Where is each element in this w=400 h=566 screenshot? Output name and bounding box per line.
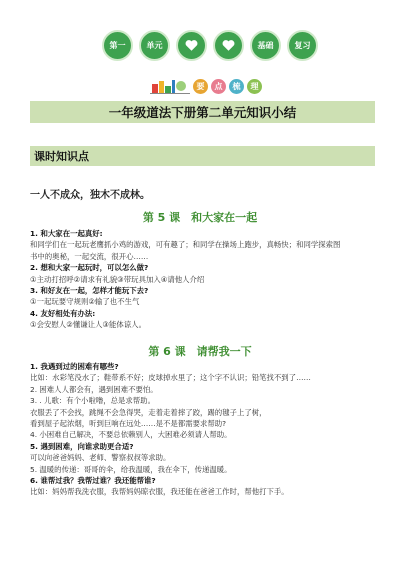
lesson-6-content [30, 361, 380, 498]
text-line: 4. 小困难自己解决，不要总依赖别人，大困难必须请人帮助。 [30, 430, 232, 440]
logo-tag: 梳 [229, 79, 244, 94]
text-line: 衣服丢了不会找，跳绳不会急得哭，走着走着摔了跤，踢的毽子上了树， [30, 407, 267, 417]
banner-heart-2 [213, 30, 244, 61]
text-line: 比如：妈妈帮我洗衣服，我帮妈妈晾衣服，我还能在爸爸工作时，帮他打下手。 [30, 487, 289, 497]
logo-tag: 要 [193, 79, 208, 94]
lesson-5-heading: 第 5 课 和大家在一起 [142, 211, 258, 224]
text-line: 5. 温暖的传递：哥哥的伞，给我温暖，我在伞下，传递温暖。 [30, 464, 232, 474]
logo-tag: 点 [211, 79, 226, 94]
books-pencil-icon [150, 78, 190, 94]
logo-tag: 理 [247, 79, 262, 94]
question-line: 1. 我遇到过的困难有哪些? [30, 362, 119, 371]
text-line: 比如：水彩笔没水了；鞋带系不好；皮球掉水里了；这个字不认识；铅笔找不到了…… [30, 373, 311, 383]
question-line: 2. 想和大家一起玩时，可以怎么做? [30, 263, 149, 273]
text-line: 和同学们在一起玩老鹰抓小鸡的游戏，可有趣了；和同学在操场上跑步，真畅快；和同学探索图 [30, 240, 341, 250]
section-heading: 课时知识点 [30, 146, 375, 166]
lesson-5-content [30, 228, 380, 331]
key-points-logo [150, 78, 262, 94]
text-line: 2. 困难人人都会有，遇到困难不要怕。 [30, 384, 158, 394]
question-line: 4. 友好相处有办法: [30, 308, 96, 318]
lesson-6-heading: 第 6 课 请帮我一下 [148, 345, 252, 358]
question-line: 6. 谁帮过我？我帮过谁？我还能帮谁? [30, 476, 156, 486]
heart-icon [221, 38, 236, 53]
motto: 一人不成众，独木不成林。 [30, 190, 150, 201]
text-line: 书中的奥秘，一起交流，很开心…… [30, 251, 149, 261]
banner-badge-2: 单元 [139, 30, 170, 61]
question-line: 5. 遇到困难，向谁求助更合适? [30, 441, 134, 451]
text-line: 看到屋子起浓烟，听到巨响在远处……是不是都需要求帮助? [30, 419, 227, 429]
text-line: ①会安慰人②懂谦让人③能体谅人。 [30, 320, 146, 330]
banner-badge-1: 第一 [102, 30, 133, 61]
banner-badge-4: 复习 [287, 30, 318, 61]
heart-icon [184, 38, 199, 53]
question-line: 3. 和好友在一起，怎样才能玩下去? [30, 286, 149, 296]
page-title: 一年级道法下册第二单元知识小结 [30, 101, 375, 123]
text-line: 3. . 儿歌：有个小啦噜，总是求帮助。 [30, 396, 155, 406]
text-line: ①一起玩要守规则②输了也不生气 [30, 297, 140, 307]
header-banner [102, 30, 318, 61]
question-line: 1. 和大家在一起真好: [30, 229, 103, 238]
banner-badge-3: 基础 [250, 30, 281, 61]
text-line: 可以向爸爸妈妈、老师、警察叔叔等求助。 [30, 453, 171, 463]
banner-heart-1 [176, 30, 207, 61]
text-line: ①主动打招呼②请求有礼貌③带玩具加入④请他人介绍 [30, 274, 205, 284]
